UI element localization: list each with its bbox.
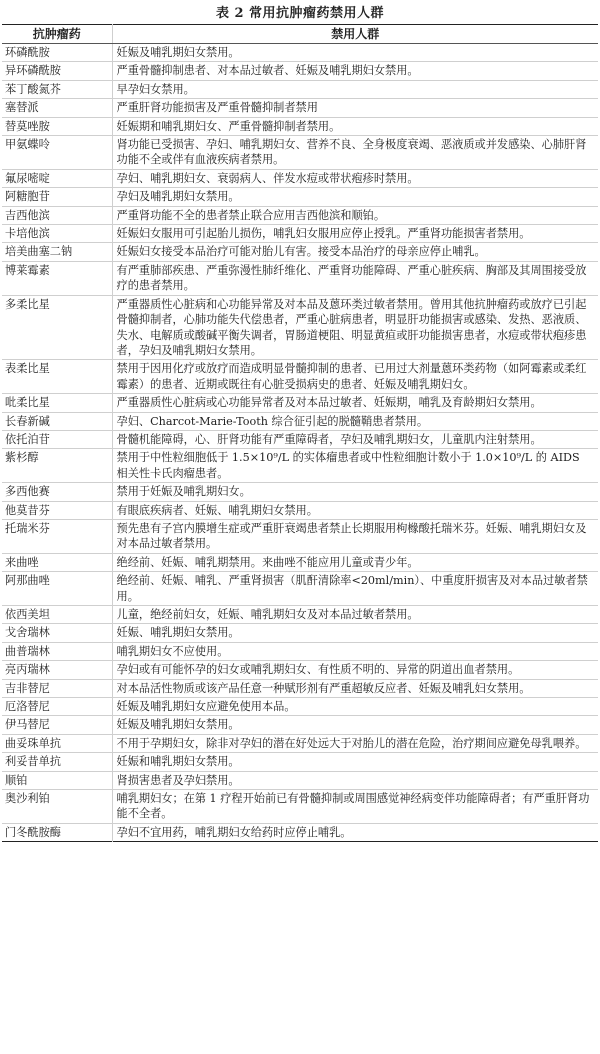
table-row — [2, 136, 598, 170]
drug-name-cell: 环磷酰胺 — [2, 44, 112, 62]
contraindication-cell: 预先患有子宫内膜增生症或严重肝衰竭患者禁止长期服用枸橼酸托瑞米芬。妊娠、哺乳期妇女及对本品过敏者禁用。 — [112, 519, 598, 553]
drug-name-cell: 顺铂 — [2, 771, 112, 789]
contraindication-cell: 严重肝肾功能损害及严重骨髓抑制者禁用 — [112, 99, 598, 117]
contraindication-cell: 妊娠期和哺乳期妇女、严重骨髓抑制者禁用。 — [112, 117, 598, 135]
contraindication-cell: 有眼底疾病者、妊娠、哺乳期妇女禁用。 — [112, 501, 598, 519]
header-drug: 抗肿瘤药 — [2, 25, 112, 44]
drug-name-cell: 他莫昔芬 — [2, 501, 112, 519]
drug-name-cell: 吉西他滨 — [2, 206, 112, 224]
table-row — [2, 394, 598, 412]
drug-name-cell: 门冬酰胺酶 — [2, 823, 112, 841]
contraindication-cell: 孕妇不宜用药，哺乳期妇女给药时应停止哺乳。 — [116, 825, 352, 839]
contraindication-cell: 妊娠、哺乳期妇女禁用。 — [112, 624, 598, 642]
table-row — [2, 99, 598, 117]
drug-name-cell: 长春新碱 — [2, 412, 112, 430]
contraindication-cell: 肾损害患者及孕妇禁用。 — [112, 771, 598, 789]
table-row — [2, 771, 598, 789]
drug-name-cell: 来曲唑 — [2, 553, 112, 571]
contraindication-cell: 对本品活性物质或该产品任意一种赋形剂有严重超敏反应者、妊娠及哺乳妇女禁用。 — [112, 679, 598, 697]
drug-name-cell: 戈舍瑞林 — [2, 624, 112, 642]
table-row — [2, 261, 598, 295]
contraindication-cell: 孕妇、Charcot-Marie-Tooth 综合征引起的脱髓鞘患者禁用。 — [112, 412, 598, 430]
contraindication-cell: 哺乳期妇女；在第 1 疗程开始前已有骨髓抑制或周围感觉神经病变伴功能障碍者；有严重肝肾功能不全者。 — [112, 790, 598, 824]
table-row — [2, 553, 598, 571]
contraindication-cell: 绝经前、妊娠、哺乳、严重肾损害（肌酐清除率<20ml/min）、中重度肝损害及对本品过敏者禁用。 — [112, 572, 598, 606]
table-row — [2, 80, 598, 98]
contraindication-cell: 早孕妇女禁用。 — [112, 80, 598, 98]
drug-name-cell: 伊马替尼 — [2, 716, 112, 734]
table-row — [2, 661, 598, 679]
drug-name-cell: 博莱霉素 — [2, 261, 112, 295]
drug-name-cell: 厄洛替尼 — [2, 698, 112, 716]
table-row — [2, 642, 598, 660]
contraindication-cell: 妊娠妇女接受本品治疗可能对胎儿有害。接受本品治疗的母亲应停止哺乳。 — [112, 243, 598, 261]
contraindication-cell: 严重器质性心脏病和心功能异常及对本品及蒽环类过敏者禁用。曾用其他抗肿瘤药或放疗已引起骨髓抑制者，心肺功能失代偿患者，严重心脏病患者，明显肝功能损害或感染、发热、恶液质、失水、电解质或酸碱平衡失调者，胃肠道梗阻、明显黄疸或肝功能损害患者，水痘或带状疱疹患者，孕妇及哺乳期妇女禁用。 — [112, 295, 598, 360]
contraindication-cell: 孕妇、哺乳期妇女、衰弱病人、伴发水痘或带状疱疹时禁用。 — [112, 169, 598, 187]
table-row — [2, 169, 598, 187]
table-row — [2, 44, 598, 62]
table-row — [2, 606, 598, 624]
drug-name-cell: 苯丁酸氮芥 — [2, 80, 112, 98]
table-row — [2, 449, 598, 483]
table-row — [2, 716, 598, 734]
table-row — [2, 519, 598, 553]
drug-name-cell: 托瑞米芬 — [2, 519, 112, 553]
contraindication-cell: 孕妇及哺乳期妇女禁用。 — [112, 188, 598, 206]
drug-name-cell: 多柔比星 — [2, 295, 112, 360]
contraindication-cell: 妊娠及哺乳期妇女禁用。 — [112, 716, 598, 734]
drug-name-cell: 紫杉醇 — [2, 449, 112, 483]
table-row — [2, 483, 598, 501]
table-row — [2, 698, 598, 716]
contraindication-cell: 禁用于中性粒细胞低于 1.5×10⁹/L 的实体瘤患者或中性粒细胞计数小于 1.0×10⁹/L 的 AIDS 相关性卡氏肉瘤患者。 — [112, 449, 598, 483]
table-row — [2, 501, 598, 519]
drug-name-cell: 培美曲塞二钠 — [2, 243, 112, 261]
table-row — [2, 62, 598, 80]
contraindication-cell: 禁用于因用化疗或放疗而造成明显骨髓抑制的患者、已用过大剂量蒽环类药物（如阿霉素或柔红霉素）的患者、近期或既往有心脏受损病史的患者、妊娠及哺乳期妇女。 — [112, 360, 598, 394]
drug-name-cell: 亮丙瑞林 — [2, 661, 112, 679]
drug-name-cell: 利妥昔单抗 — [2, 753, 112, 771]
drug-name-cell: 替莫唑胺 — [2, 117, 112, 135]
drug-name-cell: 依西美坦 — [2, 606, 112, 624]
header-contraindication: 禁用人群 — [112, 25, 598, 44]
contraindication-cell: 严重肾功能不全的患者禁止联合应用吉西他滨和顺铂。 — [112, 206, 598, 224]
drug-name-cell: 表柔比星 — [2, 360, 112, 394]
drug-name-cell: 吡柔比星 — [2, 394, 112, 412]
drug-name-cell: 卡培他滨 — [2, 225, 112, 243]
table-row — [2, 206, 598, 224]
table-row — [2, 243, 598, 261]
table-row — [2, 295, 598, 360]
drug-name-cell: 氟尿嘧啶 — [2, 169, 112, 187]
drug-name-cell: 多西他赛 — [2, 483, 112, 501]
table-row — [2, 430, 598, 448]
contraindication-cell: 妊娠妇女服用可引起胎儿损伤，哺乳妇女服用应停止授乳。严重肾功能损害者禁用。 — [112, 225, 598, 243]
drug-name-cell: 甲氨蝶呤 — [2, 136, 112, 170]
contraindication-cell: 严重骨髓抑制患者、对本品过敏者、妊娠及哺乳期妇女禁用。 — [112, 62, 598, 80]
drug-name-cell: 曲普瑞林 — [2, 642, 112, 660]
table-row — [2, 734, 598, 752]
table-row — [2, 823, 598, 841]
drug-name-cell: 塞替派 — [2, 99, 112, 117]
contraindication-cell: 妊娠及哺乳期妇女应避免使用本品。 — [112, 698, 598, 716]
table-row — [2, 679, 598, 697]
header-row — [2, 25, 598, 44]
table-row — [2, 624, 598, 642]
table-row — [2, 790, 598, 824]
contraindication-cell: 严重器质性心脏病或心功能异常者及对本品过敏者、妊娠期，哺乳及育龄期妇女禁用。 — [112, 394, 598, 412]
contraindication-cell: 不用于孕期妇女，除非对孕妇的潜在好处远大于对胎儿的潜在危险，治疗期间应避免母乳喂养。 — [112, 734, 598, 752]
contraindication-cell: 绝经前、妊娠、哺乳期禁用。来曲唑不能应用儿童或青少年。 — [112, 553, 598, 571]
contraindication-cell: 妊娠和哺乳期妇女禁用。 — [112, 753, 598, 771]
contraindication-cell: 儿童，绝经前妇女，妊娠、哺乳期妇女及对本品过敏者禁用。 — [112, 606, 598, 624]
contraindication-cell: 孕妇或有可能怀孕的妇女或哺乳期妇女、有性质不明的、异常的阴道出血者禁用。 — [112, 661, 598, 679]
contraindication-cell: 有严重肺部疾患、严重弥漫性肺纤维化、严重肾功能障碍、严重心脏疾病、胸部及其周围接受放疗的患者禁用。 — [112, 261, 598, 295]
contraindication-cell: 禁用于妊娠及哺乳期妇女。 — [112, 483, 598, 501]
drug-name-cell: 曲妥珠单抗 — [2, 734, 112, 752]
table-row — [2, 117, 598, 135]
drug-name-cell: 异环磷酰胺 — [2, 62, 112, 80]
drug-name-cell: 阿那曲唑 — [2, 572, 112, 606]
drug-name-cell: 阿糖胞苷 — [2, 188, 112, 206]
drug-name-cell: 吉非替尼 — [2, 679, 112, 697]
contraindication-cell: 肾功能已受损害、孕妇、哺乳期妇女、营养不良、全身极度衰竭、恶液质或并发感染、心肺肝肾功能不全或伴有血液疾病者禁用。 — [112, 136, 598, 170]
table-row — [2, 225, 598, 243]
drug-name-cell: 依托泊苷 — [2, 430, 112, 448]
drug-name-cell: 奥沙利铂 — [2, 790, 112, 824]
table-row — [2, 360, 598, 394]
table-row — [2, 412, 598, 430]
table-row — [2, 572, 598, 606]
table-row — [2, 188, 598, 206]
contraindication-table — [2, 24, 598, 842]
table-row — [2, 753, 598, 771]
table-caption: 表 2 常用抗肿瘤药禁用人群 — [215, 6, 385, 21]
contraindication-cell: 哺乳期妇女不应使用。 — [112, 642, 598, 660]
contraindication-cell: 妊娠及哺乳期妇女禁用。 — [112, 44, 598, 62]
contraindication-cell: 骨髓机能障碍，心、肝肾功能有严重障碍者，孕妇及哺乳期妇女，儿童肌内注射禁用。 — [112, 430, 598, 448]
